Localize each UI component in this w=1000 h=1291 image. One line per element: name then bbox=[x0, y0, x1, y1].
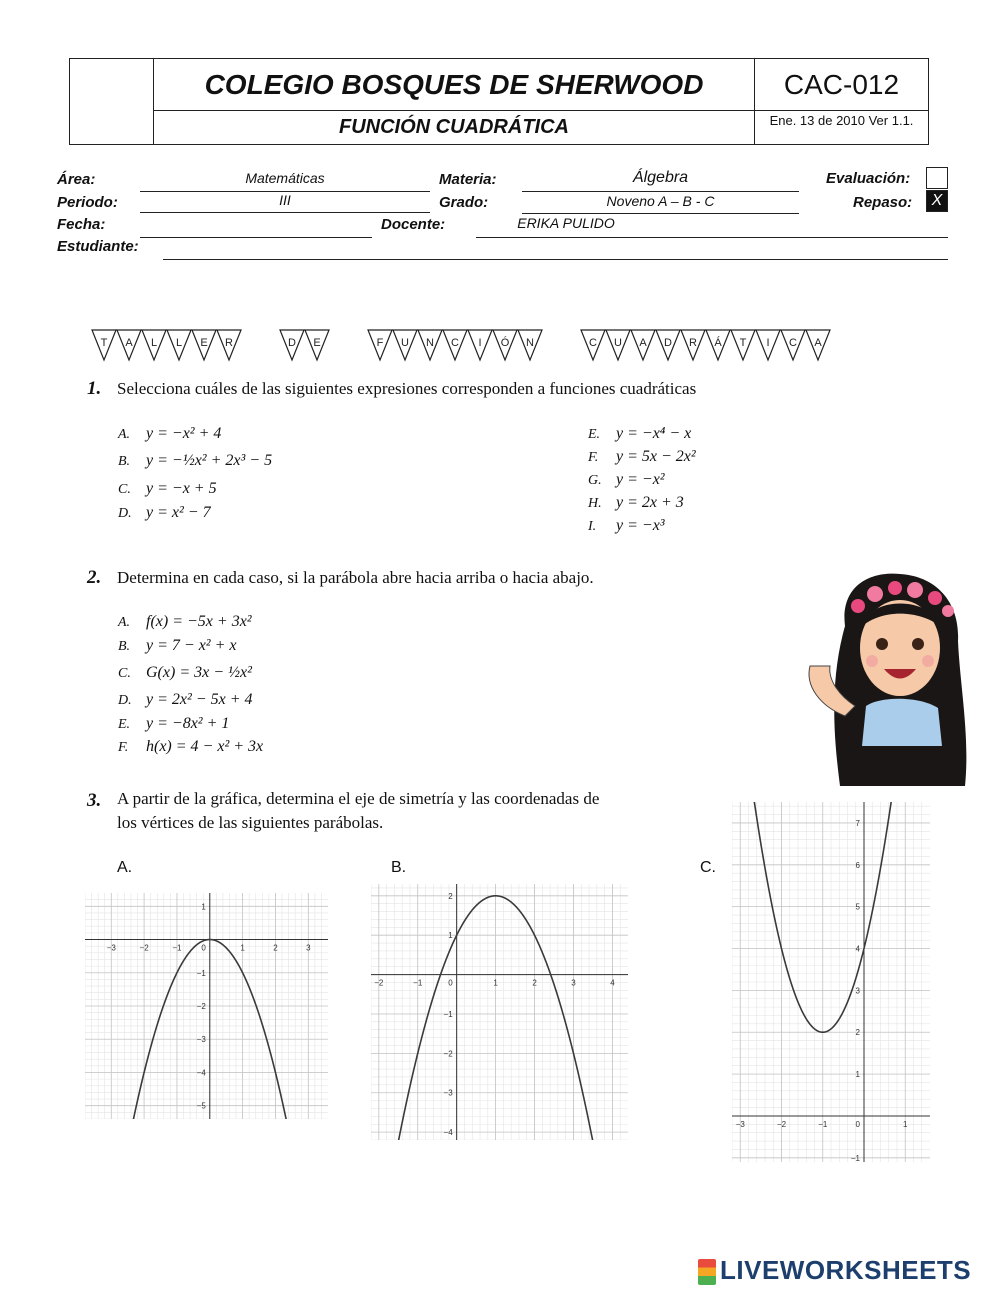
option-expression: f(x) = −5x + 3x² bbox=[146, 613, 252, 630]
y-tick-label: 3 bbox=[855, 986, 860, 996]
q1-option-f bbox=[588, 448, 696, 466]
area-label: Área: bbox=[57, 171, 96, 188]
option-letter: H. bbox=[588, 496, 602, 511]
origin-label: 0 bbox=[448, 978, 453, 988]
teacher-avatar-illustration bbox=[800, 566, 970, 791]
banner-letter: R bbox=[225, 337, 233, 349]
q3-text-line2: los vértices de las siguientes parábolas. bbox=[117, 813, 384, 832]
estudiante-line bbox=[163, 259, 948, 260]
brand-text: LIVEWORKSHEETS bbox=[720, 1255, 972, 1285]
version-text: Ene. 13 de 2010 Ver 1.1. bbox=[769, 113, 914, 128]
q2-option-e bbox=[118, 715, 229, 733]
x-tick-label: −1 bbox=[818, 1119, 828, 1129]
banner-letter: N bbox=[526, 337, 534, 349]
banner-letter: D bbox=[664, 337, 672, 349]
banner-letter: Á bbox=[714, 337, 722, 349]
banner-letter: C bbox=[789, 337, 797, 349]
x-tick-label: −3 bbox=[106, 943, 116, 953]
y-tick-label: −2 bbox=[196, 1002, 206, 1011]
q1-text: Selecciona cuáles de las siguientes expresiones corresponden a funciones cuadráticas bbox=[117, 379, 697, 398]
q2-option-f bbox=[118, 738, 263, 756]
title-banner bbox=[90, 326, 920, 366]
banner-letter: R bbox=[689, 337, 697, 349]
materia-value: Álgebra bbox=[632, 169, 689, 186]
school-logo-cell bbox=[70, 59, 154, 144]
brand-mark-icon bbox=[698, 1259, 716, 1285]
estudiante-label: Estudiante: bbox=[57, 238, 139, 255]
option-letter: A. bbox=[118, 615, 131, 630]
y-tick-label: −3 bbox=[196, 1035, 206, 1045]
subject-title: FUNCIÓN CUADRÁTICA bbox=[154, 111, 755, 144]
x-tick-label: 1 bbox=[493, 978, 498, 988]
x-tick-label: −1 bbox=[413, 978, 423, 988]
option-letter: C. bbox=[118, 482, 131, 497]
docente-label: Docente: bbox=[381, 216, 446, 233]
option-letter: A. bbox=[118, 427, 131, 442]
q1-option-c bbox=[118, 480, 217, 498]
y-tick-label: −1 bbox=[196, 968, 206, 978]
y-tick-label: −1 bbox=[850, 1153, 860, 1162]
evaluacion-checkbox[interactable] bbox=[926, 167, 948, 189]
periodo-line bbox=[140, 212, 430, 213]
banner-letter: T bbox=[100, 337, 108, 349]
banner-letter: N bbox=[426, 337, 434, 349]
q1-option-g bbox=[588, 471, 665, 489]
y-tick-label: 2 bbox=[855, 1028, 860, 1038]
q2-text: Determina en cada caso, si la parábola abre hacia arriba o hacia abajo. bbox=[117, 568, 594, 587]
y-tick-label: 1 bbox=[448, 931, 453, 941]
option-letter: D. bbox=[118, 506, 132, 521]
banner-letter: I bbox=[478, 337, 482, 349]
q3-number: 3. bbox=[87, 790, 102, 811]
grado-line bbox=[522, 213, 799, 214]
banner-letter: A bbox=[639, 337, 647, 349]
y-tick-label: 1 bbox=[855, 1070, 860, 1080]
grado-label: Grado: bbox=[439, 194, 489, 211]
option-letter: I. bbox=[588, 519, 597, 534]
x-tick-label: −1 bbox=[172, 943, 182, 953]
option-letter: F. bbox=[588, 450, 599, 465]
option-letter: G. bbox=[588, 473, 602, 488]
banner-letter: I bbox=[766, 337, 770, 349]
banner-letter: A bbox=[125, 337, 133, 349]
area-value: Matemáticas bbox=[245, 170, 325, 186]
option-letter: E. bbox=[118, 717, 131, 732]
evaluacion-label: Evaluación: bbox=[826, 170, 911, 187]
banner-flags bbox=[92, 330, 830, 360]
docente-value: ERIKA PULIDO bbox=[517, 215, 615, 231]
materia-label: Materia: bbox=[439, 171, 497, 188]
q2-option-a bbox=[118, 613, 252, 631]
option-expression: y = 7 − x² + x bbox=[146, 637, 237, 654]
fecha-label: Fecha: bbox=[57, 216, 106, 233]
x-tick-label: 3 bbox=[571, 978, 576, 988]
option-expression: y = 2x + 3 bbox=[616, 494, 684, 511]
option-letter: D. bbox=[118, 693, 132, 708]
periodo-label: Periodo: bbox=[57, 194, 118, 211]
q3-text-line1: A partir de la gráfica, determina el eje de simetría y las coordenadas de bbox=[117, 789, 600, 808]
y-tick-label: −1 bbox=[443, 1009, 453, 1019]
banner-letter: C bbox=[451, 337, 459, 349]
banner-letter: C bbox=[589, 337, 597, 349]
repaso-checkbox[interactable]: X bbox=[926, 190, 948, 212]
y-tick-label: −2 bbox=[443, 1049, 453, 1059]
banner-letter: A bbox=[814, 337, 822, 349]
y-tick-label: 2 bbox=[448, 891, 453, 901]
banner-letter: L bbox=[175, 337, 183, 349]
banner-letter: F bbox=[376, 337, 384, 349]
banner-letter: D bbox=[288, 337, 296, 349]
banner-letter: U bbox=[401, 337, 409, 349]
q1-option-e bbox=[588, 425, 691, 443]
option-expression: y = −x³ bbox=[616, 517, 665, 534]
banner-letter: U bbox=[614, 337, 622, 349]
x-tick-label: −2 bbox=[374, 978, 384, 988]
q2-option-b bbox=[118, 637, 237, 655]
avatar-right-eye bbox=[912, 638, 924, 650]
x-tick-label: 3 bbox=[306, 943, 311, 953]
banner-letter: T bbox=[739, 337, 747, 349]
fecha-line bbox=[140, 237, 372, 238]
q1-option-a bbox=[118, 425, 221, 443]
option-expression: y = −8x² + 1 bbox=[146, 715, 230, 732]
option-expression: y = −x + 5 bbox=[146, 480, 217, 497]
x-tick-label: 1 bbox=[903, 1119, 908, 1129]
graph-c-label: C. bbox=[700, 859, 716, 876]
y-tick-label: 1 bbox=[201, 902, 206, 912]
option-expression: y = −x² bbox=[616, 471, 665, 488]
graph-b-label: B. bbox=[391, 859, 407, 876]
parabola-chart-a bbox=[85, 893, 328, 1119]
liveworksheets-logo bbox=[698, 1255, 971, 1286]
x-tick-label: −2 bbox=[139, 943, 149, 953]
origin-label: 0 bbox=[201, 943, 206, 953]
option-letter: C. bbox=[118, 666, 131, 681]
y-tick-label: −4 bbox=[196, 1068, 206, 1078]
banner-letter: E bbox=[313, 337, 321, 349]
option-expression: h(x) = 4 − x² + 3x bbox=[146, 738, 264, 755]
avatar-right-cheek bbox=[922, 655, 934, 667]
x-tick-label: −3 bbox=[735, 1119, 745, 1129]
materia-line bbox=[522, 191, 799, 192]
q2-option-c bbox=[118, 664, 252, 682]
banner-letter: Ó bbox=[500, 337, 510, 349]
q2-number: 2. bbox=[87, 567, 102, 588]
option-expression: G(x) = 3x − ½x² bbox=[146, 664, 252, 681]
school-name: COLEGIO BOSQUES DE SHERWOOD bbox=[154, 59, 755, 111]
repaso-label: Repaso: bbox=[853, 194, 913, 211]
y-tick-label: 6 bbox=[855, 860, 860, 870]
banner-letter: E bbox=[200, 337, 208, 349]
x-tick-label: 1 bbox=[240, 943, 245, 953]
q1-option-h bbox=[588, 494, 684, 512]
y-tick-label: 5 bbox=[855, 902, 860, 912]
y-tick-label: 4 bbox=[855, 944, 860, 954]
option-expression: y = 5x − 2x² bbox=[616, 448, 696, 465]
avatar-left-eye bbox=[876, 638, 888, 650]
q2-option-d bbox=[118, 691, 253, 709]
q1-number: 1. bbox=[87, 378, 102, 399]
option-expression: y = −x² + 4 bbox=[146, 425, 222, 442]
y-tick-label: −4 bbox=[443, 1128, 453, 1138]
banner-letter: L bbox=[150, 337, 158, 349]
x-tick-label: 4 bbox=[610, 978, 615, 988]
origin-label: 0 bbox=[855, 1119, 860, 1129]
docente-line bbox=[476, 237, 948, 238]
header-table bbox=[69, 58, 929, 145]
y-tick-label: −5 bbox=[196, 1101, 206, 1111]
option-letter: B. bbox=[118, 454, 131, 469]
option-letter: B. bbox=[118, 639, 131, 654]
x-tick-label: 2 bbox=[532, 978, 537, 988]
q1-option-d bbox=[118, 504, 211, 522]
option-letter: F. bbox=[118, 740, 129, 755]
periodo-value: III bbox=[279, 192, 291, 208]
y-tick-label: −3 bbox=[443, 1088, 453, 1098]
option-letter: E. bbox=[588, 427, 601, 442]
option-expression: y = −½x² + 2x³ − 5 bbox=[146, 452, 273, 469]
option-expression: y = 2x² − 5x + 4 bbox=[146, 691, 253, 708]
graph-a-label: A. bbox=[117, 859, 133, 876]
y-tick-label: 7 bbox=[855, 818, 860, 828]
avatar-left-cheek bbox=[866, 655, 878, 667]
x-tick-label: −2 bbox=[776, 1119, 787, 1129]
avatar-top bbox=[862, 699, 942, 746]
grado-value: Noveno A – B - C bbox=[606, 193, 715, 209]
option-expression: y = −x⁴ − x bbox=[616, 425, 692, 442]
option-expression: y = x² − 7 bbox=[146, 504, 211, 521]
document-code: CAC-012 bbox=[755, 59, 928, 111]
parabola-chart-b bbox=[371, 884, 628, 1140]
q1-option-i bbox=[588, 517, 665, 535]
x-tick-label: 2 bbox=[273, 943, 278, 953]
parabola-chart-c bbox=[732, 802, 930, 1162]
q1-option-b bbox=[118, 452, 272, 470]
